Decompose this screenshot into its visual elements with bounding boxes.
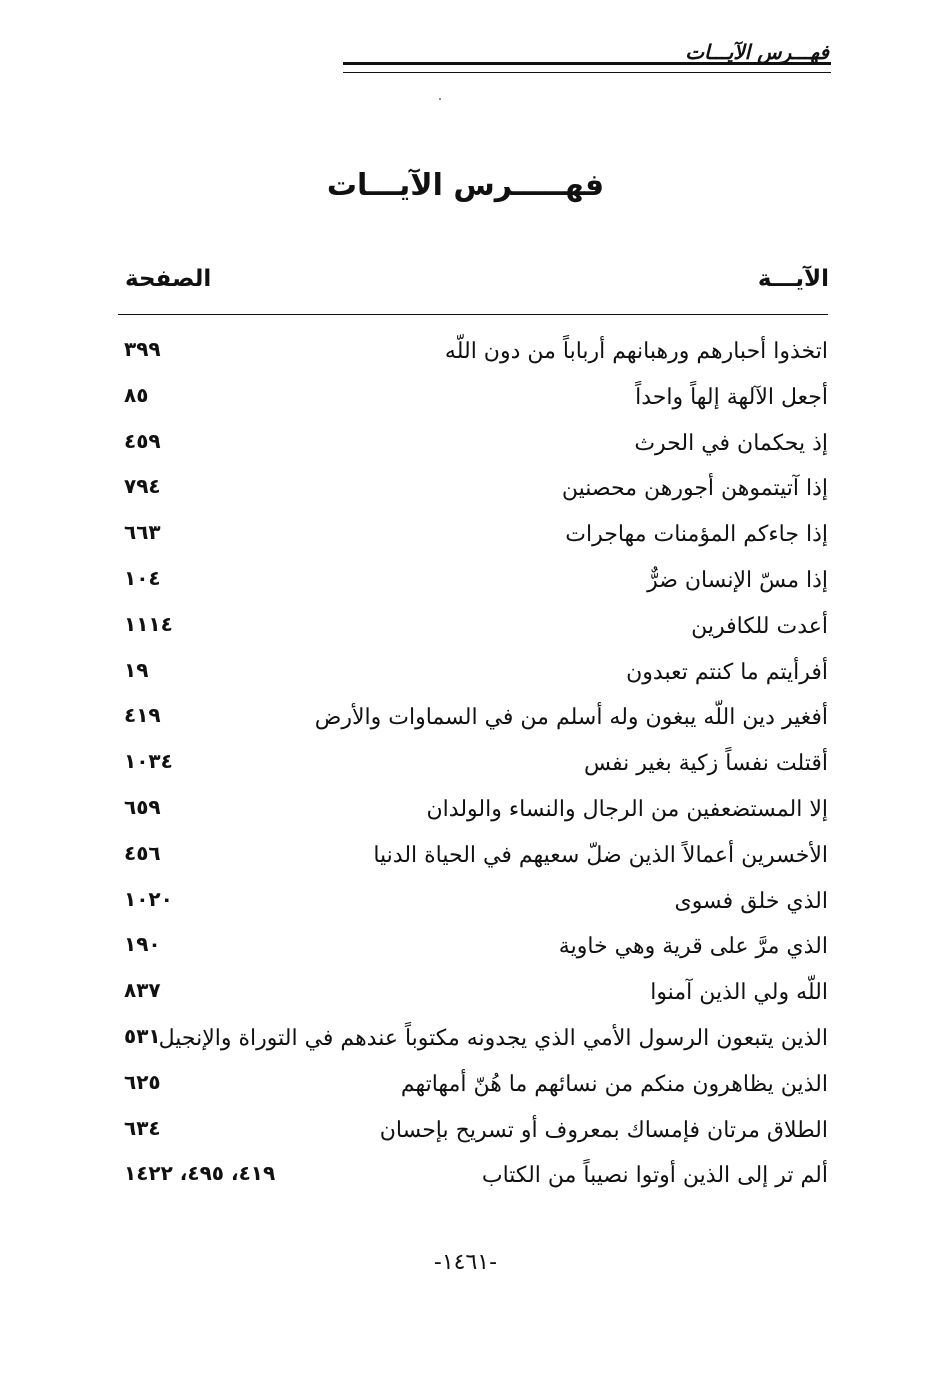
table-row xyxy=(118,610,828,656)
page-reference: ٥٣١ xyxy=(124,1023,161,1048)
scan-speck xyxy=(439,98,441,100)
table-row xyxy=(118,335,828,381)
page-reference: ٦٥٩ xyxy=(124,794,161,819)
table-row xyxy=(118,976,828,1022)
table-row xyxy=(118,701,828,747)
page-reference: ٦٣٤ xyxy=(124,1115,161,1140)
table-row xyxy=(118,1068,828,1114)
page-number: -١٤٦١- xyxy=(433,1250,498,1275)
verse-text: الطلاق مرتان فإمساك بمعروف أو تسريح بإحسان xyxy=(379,1117,828,1143)
page-reference: ١٠٤ xyxy=(124,565,161,590)
verse-text: أقتلت نفساً زكية بغير نفس xyxy=(583,751,828,777)
table-row xyxy=(118,885,828,931)
table-header-rule xyxy=(118,314,828,315)
verse-text: أفرأيتم ما كنتم تعبدون xyxy=(626,659,828,685)
verse-text: إذا مسّ الإنسان ضرٌّ xyxy=(647,567,828,593)
table-row xyxy=(118,747,828,793)
page-reference: ٤١٩، ٤٩٥، ١٤٢٢ xyxy=(124,1161,276,1186)
page-reference: ٦٦٣ xyxy=(124,520,161,545)
header-double-rule xyxy=(343,62,831,73)
page-reference: ١٠٣٤ xyxy=(124,749,173,774)
page-reference: ٨٥ xyxy=(124,382,149,407)
verse-text: اتخذوا أحبارهم ورهبانهم أرباباً من دون اللّه xyxy=(444,339,828,364)
page-title: فهـــــرس الآيـــات xyxy=(326,168,605,203)
page-reference: ١٩ xyxy=(124,657,149,682)
verse-text: الأخسرين أعمالاً الذين ضلّ سعيهم في الحياة الدنيا xyxy=(373,842,828,868)
table-row xyxy=(118,656,828,702)
table-row xyxy=(118,381,828,427)
verse-text: الذي مرَّ على قرية وهي خاوية xyxy=(558,934,828,960)
page-reference: ٤٥٦ xyxy=(124,840,161,865)
column-header-ayah: الآيـــة xyxy=(757,266,829,292)
table-row xyxy=(118,930,828,976)
page-reference: ١١١٤ xyxy=(124,611,173,636)
verse-text: إلا المستضعفين من الرجال والنساء والولدان xyxy=(426,796,828,822)
verse-text: ألم تر إلى الذين أوتوا نصيباً من الكتاب xyxy=(481,1163,828,1189)
page-reference: ١٩٠ xyxy=(124,932,161,957)
table-row xyxy=(118,427,828,473)
page-reference: ٤١٩ xyxy=(124,703,161,728)
page-reference: ١٠٢٠ xyxy=(124,886,173,911)
column-header-page: الصفحة xyxy=(125,266,212,292)
verse-text: أجعل الآلهة إلهاً واحداً xyxy=(635,384,828,410)
page-reference: ٤٥٩ xyxy=(124,428,161,453)
verse-text: أفغير دين اللّه يبغون وله أسلم من في السماوات والأرض xyxy=(314,705,828,731)
table-row xyxy=(118,472,828,518)
table-row xyxy=(118,518,828,564)
table-row xyxy=(118,1159,828,1205)
table-row xyxy=(118,793,828,839)
verse-text: إذا جاءكم المؤمنات مهاجرات xyxy=(565,522,828,548)
index-table xyxy=(118,335,828,1205)
page-reference: ٦٢٥ xyxy=(124,1069,161,1094)
page-reference: ٨٣٧ xyxy=(124,978,161,1003)
page-reference: ٣٩٩ xyxy=(124,337,161,361)
verse-text: أعدت للكافرين xyxy=(691,613,828,639)
verse-text: اللّه ولي الذين آمنوا xyxy=(650,980,828,1006)
verse-text: الذي خلق فسوى xyxy=(674,888,828,914)
verse-text: الذين يظاهرون منكم من نسائهم ما هُنّ أمهاتهم xyxy=(400,1071,828,1097)
table-row xyxy=(118,1022,828,1068)
verse-text: الذين يتبعون الرسول الأمي الذي يجدونه مكتوباً عندهم في التوراة والإنجيل xyxy=(158,1025,828,1051)
table-row xyxy=(118,839,828,885)
table-row xyxy=(118,564,828,610)
verse-text: إذا آتيتموهن أجورهن محصنين xyxy=(561,476,828,502)
page-reference: ٧٩٤ xyxy=(124,474,161,499)
running-header-title: فهـــرس الآيـــات xyxy=(685,40,829,64)
verse-text: إذ يحكمان في الحرث xyxy=(634,430,828,456)
table-row xyxy=(118,1114,828,1160)
